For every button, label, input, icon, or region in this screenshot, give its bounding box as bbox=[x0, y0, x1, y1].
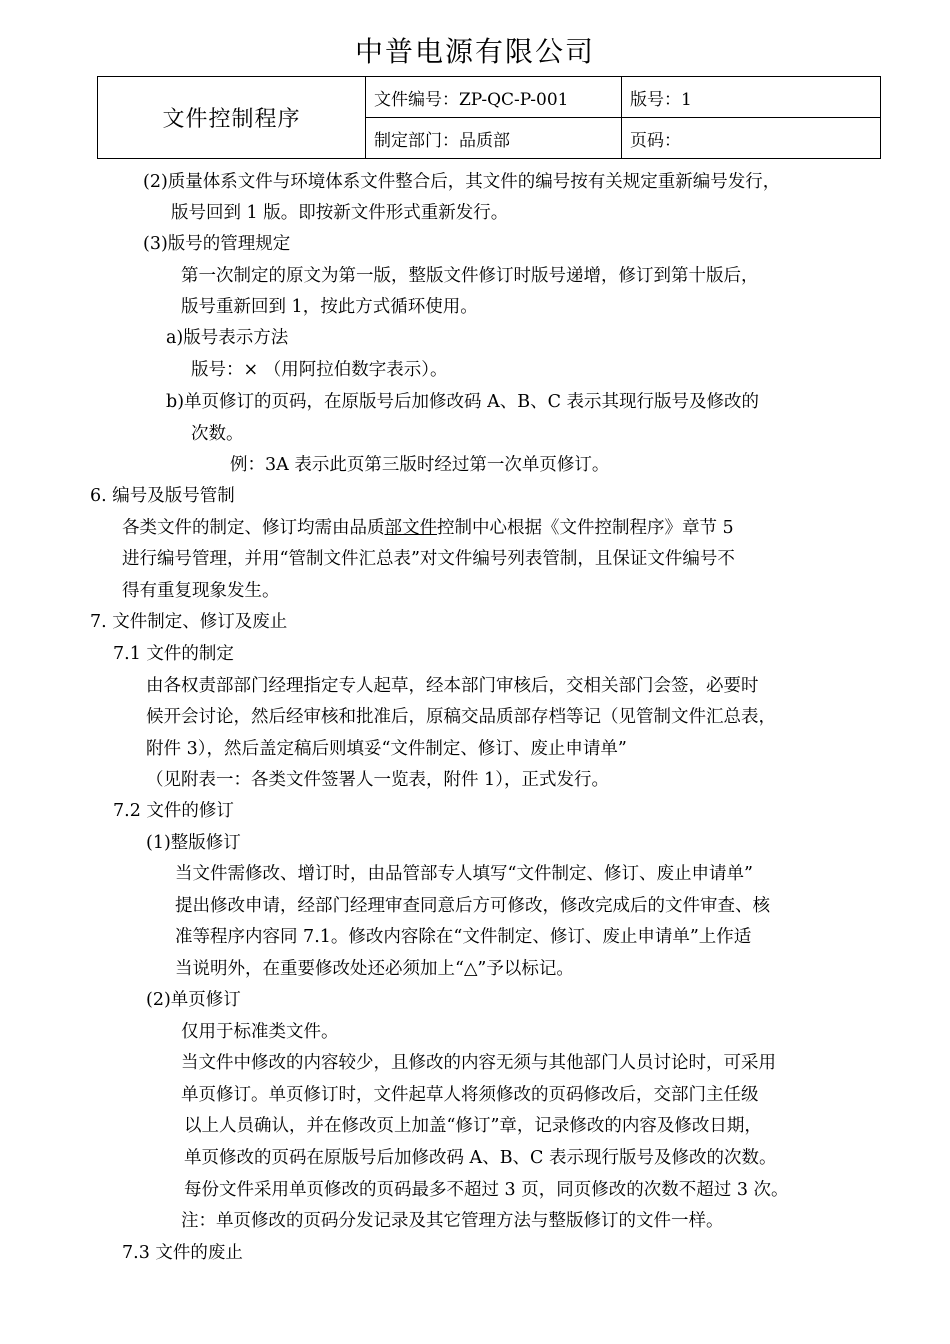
department: 制定部门：品质部 bbox=[366, 118, 622, 159]
body-line: 版号回到 1 版。即按新文件形式重新发行。 bbox=[171, 203, 509, 223]
document-title: 文件控制程序 bbox=[98, 77, 366, 159]
page-number: 页码： bbox=[622, 118, 881, 159]
body-line: 准等程序内容同 7.1。修改内容除在“文件制定、修订、废止申请单”上作适 bbox=[175, 927, 752, 947]
section-heading: 7.3 文件的废止 bbox=[122, 1243, 243, 1263]
version-number: 版号：1 bbox=[622, 77, 881, 118]
body-line: （见附表一：各类文件签署人一览表，附件 1），正式发行。 bbox=[146, 770, 609, 790]
section-heading: (1)整版修订 bbox=[146, 833, 241, 853]
section-heading: a)版号表示方法 bbox=[166, 328, 289, 348]
body-line: 得有重复现象发生。 bbox=[122, 581, 280, 601]
document-number: 文件编号：ZP-QC-P-001 bbox=[366, 77, 622, 118]
body-line bbox=[122, 517, 734, 539]
body-line: 仅用于标准类文件。 bbox=[181, 1022, 339, 1042]
body-line: 例：3A 表示此页第三版时经过第一次单页修订。 bbox=[230, 455, 610, 475]
document-header-table bbox=[97, 76, 881, 159]
body-line: 注：单页修改的页码分发记录及其它管理方法与整版修订的文件一样。 bbox=[181, 1211, 724, 1231]
body-line: 单页修订。单页修订时，文件起草人将须修改的页码修改后，交部门主任级 bbox=[181, 1085, 759, 1105]
section-heading: 7.1 文件的制定 bbox=[113, 644, 234, 664]
body-line: 以上人员确认，并在修改页上加盖“修订”章，记录修改的内容及修改日期， bbox=[184, 1116, 762, 1136]
section-heading: b)单页修订的页码，在原版号后加修改码 A、B、C 表示其现行版号及修改的 bbox=[166, 392, 760, 412]
body-line: 当说明外，在重要修改处还必须加上“△”予以标记。 bbox=[175, 959, 574, 979]
body-line: 版号：× （用阿拉伯数字表示）。 bbox=[191, 360, 448, 380]
body-line: 单页修改的页码在原版号后加修改码 A、B、C 表示现行版号及修改的次数。 bbox=[184, 1148, 777, 1168]
body-line: 提出修改申请，经部门经理审查同意后方可修改，修改完成后的文件审查、核 bbox=[175, 896, 770, 916]
body-line: 进行编号管理，并用“管制文件汇总表”对文件编号列表管制，且保证文件编号不 bbox=[122, 549, 735, 569]
body-line: 每份文件采用单页修改的页码最多不超过 3 页，同页修改的次数不超过 3 次。 bbox=[184, 1180, 789, 1200]
body-line: 当文件需修改、增订时，由品管部专人填写“文件制定、修订、废止申请单” bbox=[175, 864, 753, 884]
body-line: (2)质量体系文件与环境体系文件整合后，其文件的编号按有关规定重新编号发行， bbox=[143, 172, 781, 192]
company-name: 中普电源有限公司 bbox=[354, 35, 595, 68]
underlined-text: 部文件 bbox=[384, 518, 437, 538]
body-text: 控制中心根据《文件控制程序》章节 5 bbox=[437, 518, 734, 538]
body-line: 附件 3），然后盖定稿后则填妥“文件制定、修订、废止申请单” bbox=[146, 739, 627, 759]
section-heading: (3)版号的管理规定 bbox=[143, 234, 291, 254]
body-line: 由各权责部部门经理指定专人起草，经本部门审核后，交相关部门会签，必要时 bbox=[146, 676, 759, 696]
body-line: 版号重新回到 1，按此方式循环使用。 bbox=[181, 297, 478, 317]
body-line: 当文件中修改的内容较少，且修改的内容无须与其他部门人员讨论时，可采用 bbox=[181, 1053, 776, 1073]
section-heading: 7. 文件制定、修订及废止 bbox=[90, 612, 288, 632]
section-heading: 6. 编号及版号管制 bbox=[90, 486, 235, 506]
section-heading: (2)单页修订 bbox=[146, 990, 241, 1010]
section-heading: 7.2 文件的修订 bbox=[113, 801, 234, 821]
body-line: 候开会讨论，然后经审核和批准后，原稿交品质部存档等记（见管制文件汇总表， bbox=[146, 707, 776, 727]
body-text: 各类文件的制定、修订均需由品质 bbox=[122, 518, 385, 538]
body-line: 次数。 bbox=[191, 424, 244, 444]
body-line: 第一次制定的原文为第一版，整版文件修订时版号递增，修订到第十版后， bbox=[181, 266, 759, 286]
